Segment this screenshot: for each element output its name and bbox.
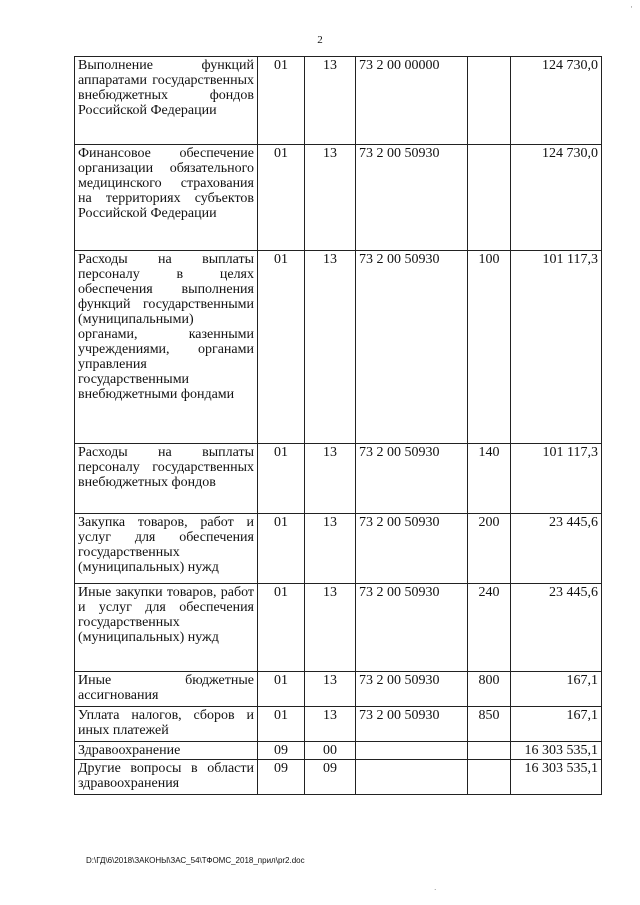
amount: 23 445,6: [511, 584, 602, 672]
subsection-code: 13: [305, 145, 356, 251]
expense-type-code: 200: [468, 514, 511, 584]
expense-name: Другие вопросы в области здравоохранения: [75, 760, 258, 795]
target-article-code: [356, 742, 468, 760]
expense-name: Финансовое обеспечение организации обязательного медицинского страхования на территориях субъектов Российской Федерации: [75, 145, 258, 251]
subsection-code: 13: [305, 57, 356, 145]
table-row: [75, 514, 602, 584]
expense-name: Здравоохранение: [75, 742, 258, 760]
section-code: 01: [258, 57, 305, 145]
section-code: 01: [258, 444, 305, 514]
target-article-code: 73 2 00 50930: [356, 707, 468, 742]
table-row: [75, 145, 602, 251]
expense-name: Иные бюджетные ассигнования: [75, 672, 258, 707]
expense-name: Иные закупки товаров, работ и услуг для обеспечения государственных (муниципальных) нужд: [75, 584, 258, 672]
subsection-code: 13: [305, 584, 356, 672]
target-article-code: 73 2 00 50930: [356, 145, 468, 251]
target-article-code: 73 2 00 50930: [356, 514, 468, 584]
budget-table: [74, 56, 602, 795]
section-code: 01: [258, 145, 305, 251]
section-code: 01: [258, 707, 305, 742]
subsection-code: 00: [305, 742, 356, 760]
section-code: 01: [258, 584, 305, 672]
table-row: [75, 444, 602, 514]
section-code: 01: [258, 514, 305, 584]
target-article-code: [356, 760, 468, 795]
expense-type-code: 240: [468, 584, 511, 672]
page-number: 2: [317, 34, 323, 46]
file-path-footer: D:\ГД\6\2018\ЗАКОНЫ\ЗАС_54\ТФОМС_2018_прил\pr2.doc: [86, 856, 305, 865]
table-row: [75, 584, 602, 672]
expense-type-code: 800: [468, 672, 511, 707]
table-row: [75, 742, 602, 760]
amount: 124 730,0: [511, 57, 602, 145]
expense-type-code: 850: [468, 707, 511, 742]
table-row: [75, 57, 602, 145]
section-code: 09: [258, 742, 305, 760]
amount: 101 117,3: [511, 444, 602, 514]
table-row: [75, 707, 602, 742]
expense-type-code: [468, 57, 511, 145]
expense-type-code: 100: [468, 251, 511, 444]
amount: 167,1: [511, 672, 602, 707]
target-article-code: 73 2 00 50930: [356, 584, 468, 672]
section-code: 01: [258, 672, 305, 707]
amount: 101 117,3: [511, 251, 602, 444]
subsection-code: 13: [305, 251, 356, 444]
subsection-code: 09: [305, 760, 356, 795]
expense-name: Выполнение функций аппаратами государственных внебюджетных фондов Российской Федерации: [75, 57, 258, 145]
scan-stray-mark: ·: [434, 886, 437, 894]
expense-type-code: 140: [468, 444, 511, 514]
expense-name: Закупка товаров, работ и услуг для обеспечения государственных (муниципальных) нужд: [75, 514, 258, 584]
expense-name: Расходы на выплаты персоналу государственных внебюджетных фондов: [75, 444, 258, 514]
expense-type-code: [468, 742, 511, 760]
subsection-code: 13: [305, 514, 356, 584]
section-code: 01: [258, 251, 305, 444]
table-row: [75, 760, 602, 795]
amount: 23 445,6: [511, 514, 602, 584]
subsection-code: 13: [305, 444, 356, 514]
expense-name: Расходы на выплаты персоналу в целях обеспечения выполнения функций государственными (муниципальными) органами, казенными учреждениями, органами управления государственными внебюджетными фондами: [75, 251, 258, 444]
target-article-code: 73 2 00 50930: [356, 672, 468, 707]
target-article-code: 73 2 00 00000: [356, 57, 468, 145]
amount: 167,1: [511, 707, 602, 742]
amount: 16 303 535,1: [511, 742, 602, 760]
table-row: [75, 672, 602, 707]
amount: 124 730,0: [511, 145, 602, 251]
amount: 16 303 535,1: [511, 760, 602, 795]
subsection-code: 13: [305, 707, 356, 742]
scan-corner-mark: ·: [630, 2, 633, 12]
subsection-code: 13: [305, 672, 356, 707]
expense-name: Уплата налогов, сборов и иных платежей: [75, 707, 258, 742]
target-article-code: 73 2 00 50930: [356, 251, 468, 444]
table-row: [75, 251, 602, 444]
section-code: 09: [258, 760, 305, 795]
target-article-code: 73 2 00 50930: [356, 444, 468, 514]
expense-type-code: [468, 145, 511, 251]
expense-type-code: [468, 760, 511, 795]
